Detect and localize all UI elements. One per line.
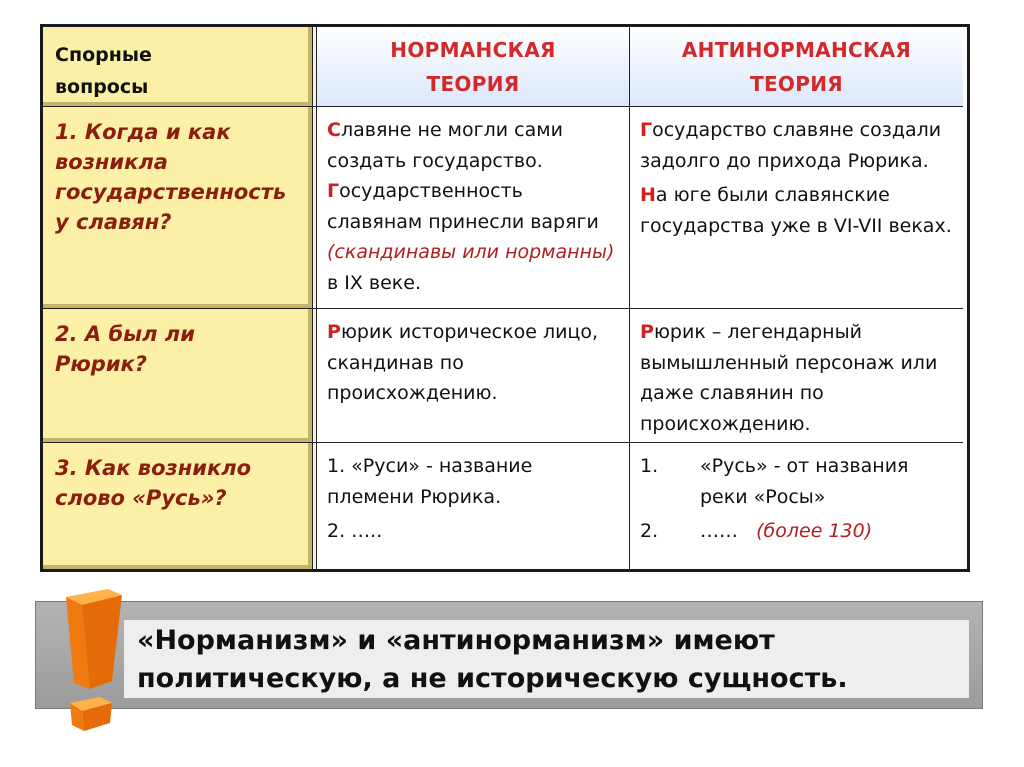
- header-col2-line2: ТЕОРИЯ: [426, 71, 520, 96]
- anti-answer-3-item1: 1. «Русь» - от названия реки «Росы»: [640, 455, 909, 508]
- exclamation-mark-icon: [60, 585, 130, 739]
- header-col1-line1: Спорные: [55, 44, 152, 66]
- header-col3-line2: ТЕОРИЯ: [750, 71, 843, 96]
- norman-answer-1: [317, 107, 630, 309]
- norman-answer-3-item2: 2. …..: [327, 520, 383, 542]
- question-3: [43, 443, 313, 569]
- question-1-line3: государственность: [55, 180, 287, 204]
- conclusion-line2: политическую, а не историческую сущность.: [137, 663, 848, 694]
- question-1-line1: 1. Когда и как: [55, 120, 231, 144]
- question-2-line1: 2. А был ли: [55, 322, 195, 346]
- norman-answer-3: [317, 443, 630, 569]
- question-1: [43, 107, 313, 309]
- norman-answer-1-para2: Государственность славянам принесли варяги (скандинавы или норманны) в IX веке.: [327, 180, 615, 294]
- conclusion-line1: «Норманизм» и «антинорманизм» имеют: [137, 625, 775, 656]
- comparison-table: [40, 24, 970, 572]
- norman-answer-1-para1: Славяне не могли сами создать государство.: [327, 119, 563, 172]
- anti-answer-3-item2: 2. …… (более 130): [640, 520, 873, 542]
- question-2: [43, 309, 313, 443]
- header-anti-norman-theory: [630, 27, 963, 107]
- question-1-line2: возникла: [55, 150, 168, 174]
- anti-answer-2-para1: Рюрик – легендарный вымышленный персонаж или даже славянин по происхождению.: [640, 321, 938, 435]
- norman-answer-3-item1: 1. «Руси» - название племени Рюрика.: [327, 455, 533, 508]
- norman-answer-2: [317, 309, 630, 443]
- header-col2-line1: НОРМАНСКАЯ: [390, 37, 556, 62]
- header-col1-line2: вопросы: [55, 76, 149, 98]
- header-norman-theory: [317, 27, 630, 107]
- anti-answer-3: [630, 443, 963, 569]
- header-disputed-questions: [43, 27, 313, 107]
- anti-answer-1-para2: На юге были славянские государства уже в VI-VII веках.: [640, 184, 952, 237]
- conclusion-text: [137, 622, 967, 698]
- anti-answer-2: [630, 309, 963, 443]
- question-1-line4: у славян?: [55, 210, 172, 234]
- norman-answer-2-para1: Рюрик историческое лицо, скандинав по происхождению.: [327, 321, 599, 404]
- question-3-line2: слово «Русь»?: [55, 486, 227, 510]
- anti-answer-1-para1: Государство славяне создали задолго до прихода Рюрика.: [640, 119, 942, 172]
- question-2-line2: Рюрик?: [55, 352, 147, 376]
- header-col3-line1: АНТИНОРМАНСКАЯ: [681, 37, 912, 62]
- anti-answer-1: [630, 107, 963, 309]
- question-3-line1: 3. Как возникло: [55, 456, 252, 480]
